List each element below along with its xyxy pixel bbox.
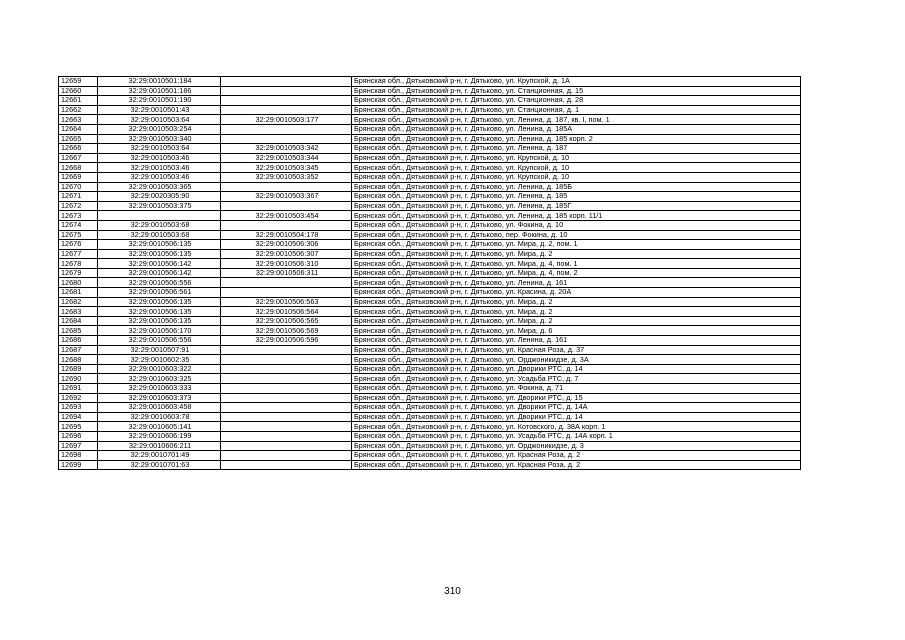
object-cadastral-number-cell: 32:29:0010503:342 — [221, 144, 352, 154]
row-number-cell: 12692 — [59, 393, 98, 403]
cadastral-number-cell: 32:29:0010701:63 — [98, 460, 221, 470]
cadastral-number-cell: 32:29:0010503:375 — [98, 201, 221, 211]
object-cadastral-number-cell — [221, 134, 352, 144]
cadastral-number-cell — [98, 211, 221, 221]
row-number-cell: 12695 — [59, 422, 98, 432]
row-number-cell: 12667 — [59, 153, 98, 163]
address-cell: Брянская обл., Дятьковский р-н, г. Дятьково, ул. Орджоникидзе, д. 3А — [352, 355, 801, 365]
object-cadastral-number-cell: 32:29:0010506:569 — [221, 326, 352, 336]
table-row — [59, 441, 801, 451]
object-cadastral-number-cell — [221, 422, 352, 432]
table-row — [59, 192, 801, 202]
object-cadastral-number-cell — [221, 403, 352, 413]
row-number-cell: 12662 — [59, 105, 98, 115]
address-cell: Брянская обл., Дятьковский р-н, г. Дятьково, ул. Дворики РТС, д. 14 — [352, 412, 801, 422]
address-cell: Брянская обл., Дятьковский р-н, г. Дятьково, ул. Дворики РТС, д. 15 — [352, 393, 801, 403]
cadastral-number-cell: 32:29:0010501:186 — [98, 86, 221, 96]
table-row — [59, 345, 801, 355]
address-cell: Брянская обл., Дятьковский р-н, г. Дятьково, ул. Ленина, д. 187, кв. I, пом. 1 — [352, 115, 801, 125]
address-cell: Брянская обл., Дятьковский р-н, г. Дятьково, ул. Ленина, д. 185Г — [352, 201, 801, 211]
address-cell: Брянская обл., Дятьковский р-н, г. Дятьково, ул. Крупской, д. 10 — [352, 163, 801, 173]
row-number-cell: 12659 — [59, 77, 98, 87]
row-number-cell: 12678 — [59, 259, 98, 269]
cadastral-number-cell: 32:29:0010603:373 — [98, 393, 221, 403]
table-row — [59, 163, 801, 173]
row-number-cell: 12674 — [59, 220, 98, 230]
table-row — [59, 422, 801, 432]
row-number-cell: 12672 — [59, 201, 98, 211]
page-number: 310 — [444, 586, 461, 597]
table-row — [59, 393, 801, 403]
object-cadastral-number-cell — [221, 105, 352, 115]
object-cadastral-number-cell: 32:29:0010506:311 — [221, 268, 352, 278]
address-cell: Брянская обл., Дятьковский р-н, г. Дятьково, ул. Ленина, д. 187 — [352, 144, 801, 154]
address-cell: Брянская обл., Дятьковский р-н, г. Дятьково, ул. Станционная, д. 28 — [352, 96, 801, 106]
row-number-cell: 12691 — [59, 384, 98, 394]
row-number-cell: 12690 — [59, 374, 98, 384]
row-number-cell: 12698 — [59, 451, 98, 461]
cadastral-number-cell: 32:29:0010503:68 — [98, 230, 221, 240]
object-cadastral-number-cell — [221, 393, 352, 403]
address-cell: Брянская обл., Дятьковский р-н, г. Дятьково, ул. Ленина, д. 161 — [352, 278, 801, 288]
cadastral-number-cell: 32:29:0010506:135 — [98, 240, 221, 250]
table-row — [59, 259, 801, 269]
row-number-cell: 12696 — [59, 431, 98, 441]
cadastral-number-cell: 32:29:0010506:142 — [98, 268, 221, 278]
table-row — [59, 307, 801, 317]
cadastral-number-cell: 32:29:0010603:458 — [98, 403, 221, 413]
object-cadastral-number-cell: 32:29:0010503:454 — [221, 211, 352, 221]
row-number-cell: 12676 — [59, 240, 98, 250]
object-cadastral-number-cell — [221, 441, 352, 451]
table-row — [59, 336, 801, 346]
cadastral-number-cell: 32:29:0010503:68 — [98, 220, 221, 230]
row-number-cell: 12694 — [59, 412, 98, 422]
cadastral-number-cell: 32:29:0010503:46 — [98, 172, 221, 182]
address-cell: Брянская обл., Дятьковский р-н, г. Дятьково, ул. Мира, д. 6 — [352, 326, 801, 336]
row-number-cell: 12673 — [59, 211, 98, 221]
table-row — [59, 86, 801, 96]
table-row — [59, 431, 801, 441]
row-number-cell: 12689 — [59, 364, 98, 374]
address-cell: Брянская обл., Дятьковский р-н, г. Дятьково, ул. Мира, д. 4, пом. 2 — [352, 268, 801, 278]
address-cell: Брянская обл., Дятьковский р-н, г. Дятьково, ул. Ленина, д. 185А — [352, 124, 801, 134]
cadastral-number-cell: 32:29:0010602:35 — [98, 355, 221, 365]
address-cell: Брянская обл., Дятьковский р-н, г. Дятьково, ул. Станционная, д. 15 — [352, 86, 801, 96]
address-cell: Брянская обл., Дятьковский р-н, г. Дятьково, ул. Орджоникидзе, д. 3 — [352, 441, 801, 451]
object-cadastral-number-cell: 32:29:0010504:178 — [221, 230, 352, 240]
address-cell: Брянская обл., Дятьковский р-н, г. Дятьково, ул. Крупской, д. 10 — [352, 172, 801, 182]
address-cell: Брянская обл., Дятьковский р-н, г. Дятьково, ул. Красина, д. 20А — [352, 288, 801, 298]
table-row — [59, 211, 801, 221]
cadastral-number-cell: 32:29:0010506:135 — [98, 316, 221, 326]
object-cadastral-number-cell — [221, 374, 352, 384]
cadastral-number-cell: 32:29:0010506:170 — [98, 326, 221, 336]
table-row — [59, 412, 801, 422]
address-cell: Брянская обл., Дятьковский р-н, г. Дятьково, ул. Ленина, д. 185 — [352, 192, 801, 202]
table-row — [59, 77, 801, 87]
row-number-cell: 12670 — [59, 182, 98, 192]
address-cell: Брянская обл., Дятьковский р-н, г. Дятьково, ул. Мира, д. 2 — [352, 316, 801, 326]
object-cadastral-number-cell — [221, 124, 352, 134]
registry-table — [58, 76, 801, 470]
cadastral-number-cell: 32:29:0010503:46 — [98, 153, 221, 163]
object-cadastral-number-cell — [221, 345, 352, 355]
table-row — [59, 115, 801, 125]
row-number-cell: 12664 — [59, 124, 98, 134]
object-cadastral-number-cell: 32:29:0010506:307 — [221, 249, 352, 259]
table-row — [59, 201, 801, 211]
cadastral-number-cell: 32:29:0010603:333 — [98, 384, 221, 394]
row-number-cell: 12683 — [59, 307, 98, 317]
address-cell: Брянская обл., Дятьковский р-н, г. Дятьково, пер. Фокина, д. 10 — [352, 230, 801, 240]
address-cell: Брянская обл., Дятьковский р-н, г. Дятьково, ул. Ленина, д. 185 корп. 11/1 — [352, 211, 801, 221]
object-cadastral-number-cell — [221, 96, 352, 106]
row-number-cell: 12687 — [59, 345, 98, 355]
object-cadastral-number-cell: 32:29:0010506:564 — [221, 307, 352, 317]
address-cell: Брянская обл., Дятьковский р-н, г. Дятьково, ул. Мира, д. 4, пом. 1 — [352, 259, 801, 269]
row-number-cell: 12665 — [59, 134, 98, 144]
table-row — [59, 268, 801, 278]
address-cell: Брянская обл., Дятьковский р-н, г. Дятьково, ул. Крупской, д. 1А — [352, 77, 801, 87]
cadastral-number-cell: 32:29:0010606:199 — [98, 431, 221, 441]
object-cadastral-number-cell: 32:29:0010506:306 — [221, 240, 352, 250]
table-row — [59, 451, 801, 461]
object-cadastral-number-cell — [221, 288, 352, 298]
address-cell: Брянская обл., Дятьковский р-н, г. Дятьково, ул. Станционная, д. 1 — [352, 105, 801, 115]
cadastral-number-cell: 32:29:0010701:49 — [98, 451, 221, 461]
row-number-cell: 12688 — [59, 355, 98, 365]
table-row — [59, 364, 801, 374]
table-row — [59, 172, 801, 182]
table-row — [59, 144, 801, 154]
cadastral-number-cell: 32:29:0010506:135 — [98, 249, 221, 259]
table-row — [59, 297, 801, 307]
address-cell: Брянская обл., Дятьковский р-н, г. Дятьково, ул. Красная Роза, д. 2 — [352, 460, 801, 470]
row-number-cell: 12668 — [59, 163, 98, 173]
row-number-cell: 12660 — [59, 86, 98, 96]
table-row — [59, 134, 801, 144]
row-number-cell: 12669 — [59, 172, 98, 182]
cadastral-number-cell: 32:29:0010503:340 — [98, 134, 221, 144]
cadastral-number-cell: 32:29:0010503:254 — [98, 124, 221, 134]
address-cell: Брянская обл., Дятьковский р-н, г. Дятьково, ул. Фокина, д. 10 — [352, 220, 801, 230]
table-row — [59, 460, 801, 470]
cadastral-number-cell: 32:29:0010606:211 — [98, 441, 221, 451]
address-cell: Брянская обл., Дятьковский р-н, г. Дятьково, ул. Усадьба РТС, д. 7 — [352, 374, 801, 384]
row-number-cell: 12663 — [59, 115, 98, 125]
cadastral-number-cell: 32:29:0010605:141 — [98, 422, 221, 432]
cadastral-number-cell: 32:29:0010506:135 — [98, 297, 221, 307]
address-cell: Брянская обл., Дятьковский р-н, г. Дятьково, ул. Ленина, д. 161 — [352, 336, 801, 346]
object-cadastral-number-cell — [221, 364, 352, 374]
object-cadastral-number-cell — [221, 278, 352, 288]
registry-table-body — [59, 77, 801, 470]
table-row — [59, 278, 801, 288]
address-cell: Брянская обл., Дятьковский р-н, г. Дятьково, ул. Усадьба РТС, д. 14А корп. 1 — [352, 431, 801, 441]
row-number-cell: 12699 — [59, 460, 98, 470]
cadastral-number-cell: 32:29:0010503:64 — [98, 115, 221, 125]
table-row — [59, 124, 801, 134]
object-cadastral-number-cell: 32:29:0010503:344 — [221, 153, 352, 163]
table-row — [59, 326, 801, 336]
object-cadastral-number-cell — [221, 86, 352, 96]
table-row — [59, 249, 801, 259]
address-cell: Брянская обл., Дятьковский р-н, г. Дятьково, ул. Ленина, д. 185Б — [352, 182, 801, 192]
address-cell: Брянская обл., Дятьковский р-н, г. Дятьково, ул. Мира, д. 2 — [352, 297, 801, 307]
address-cell: Брянская обл., Дятьковский р-н, г. Дятьково, ул. Крупской, д. 10 — [352, 153, 801, 163]
table-row — [59, 384, 801, 394]
object-cadastral-number-cell: 32:29:0010506:565 — [221, 316, 352, 326]
row-number-cell: 12671 — [59, 192, 98, 202]
cadastral-number-cell: 32:29:0010506:142 — [98, 259, 221, 269]
table-row — [59, 182, 801, 192]
row-number-cell: 12661 — [59, 96, 98, 106]
table-row — [59, 105, 801, 115]
cadastral-number-cell: 32:29:0010603:322 — [98, 364, 221, 374]
address-cell: Брянская обл., Дятьковский р-н, г. Дятьково, ул. Ленина, д. 185 корп. 2 — [352, 134, 801, 144]
address-cell: Брянская обл., Дятьковский р-н, г. Дятьково, ул. Красная Роза, д. 2 — [352, 451, 801, 461]
row-number-cell: 12693 — [59, 403, 98, 413]
cadastral-number-cell: 32:29:0010503:64 — [98, 144, 221, 154]
cadastral-number-cell: 32:29:0010501:184 — [98, 77, 221, 87]
row-number-cell: 12675 — [59, 230, 98, 240]
cadastral-number-cell: 32:29:0010603:78 — [98, 412, 221, 422]
cadastral-number-cell: 32:29:0010507:91 — [98, 345, 221, 355]
object-cadastral-number-cell — [221, 355, 352, 365]
cadastral-number-cell: 32:29:0010506:556 — [98, 278, 221, 288]
row-number-cell: 12686 — [59, 336, 98, 346]
cadastral-number-cell: 32:29:0010503:365 — [98, 182, 221, 192]
table-row — [59, 240, 801, 250]
table-row — [59, 153, 801, 163]
address-cell: Брянская обл., Дятьковский р-н, г. Дятьково, ул. Мира, д. 2 — [352, 307, 801, 317]
cadastral-number-cell: 32:29:0010503:46 — [98, 163, 221, 173]
cadastral-number-cell: 32:29:0010501:43 — [98, 105, 221, 115]
table-row — [59, 96, 801, 106]
table-row — [59, 288, 801, 298]
cadastral-number-cell: 32:29:0010506:561 — [98, 288, 221, 298]
object-cadastral-number-cell — [221, 412, 352, 422]
object-cadastral-number-cell — [221, 182, 352, 192]
address-cell: Брянская обл., Дятьковский р-н, г. Дятьково, ул. Красная Роза, д. 37 — [352, 345, 801, 355]
row-number-cell: 12697 — [59, 441, 98, 451]
table-row — [59, 230, 801, 240]
object-cadastral-number-cell — [221, 460, 352, 470]
object-cadastral-number-cell — [221, 77, 352, 87]
row-number-cell: 12677 — [59, 249, 98, 259]
object-cadastral-number-cell — [221, 384, 352, 394]
object-cadastral-number-cell: 32:29:0010506:563 — [221, 297, 352, 307]
object-cadastral-number-cell: 32:29:0010506:310 — [221, 259, 352, 269]
object-cadastral-number-cell — [221, 220, 352, 230]
row-number-cell: 12681 — [59, 288, 98, 298]
address-cell: Брянская обл., Дятьковский р-н, г. Дятьково, ул. Дворики РТС, д. 14А — [352, 403, 801, 413]
row-number-cell: 12682 — [59, 297, 98, 307]
cadastral-number-cell: 32:29:0010506:556 — [98, 336, 221, 346]
table-row — [59, 355, 801, 365]
address-cell: Брянская обл., Дятьковский р-н, г. Дятьково, ул. Фокина, д. 71 — [352, 384, 801, 394]
address-cell: Брянская обл., Дятьковский р-н, г. Дятьково, ул. Мира, д. 2 — [352, 249, 801, 259]
address-cell: Брянская обл., Дятьковский р-н, г. Дятьково, ул. Мира, д. 2, пом. 1 — [352, 240, 801, 250]
cadastral-number-cell: 32:29:0010501:190 — [98, 96, 221, 106]
cadastral-number-cell: 32:29:0020305:90 — [98, 192, 221, 202]
object-cadastral-number-cell: 32:29:0010503:367 — [221, 192, 352, 202]
row-number-cell: 12679 — [59, 268, 98, 278]
row-number-cell: 12685 — [59, 326, 98, 336]
cadastral-number-cell: 32:29:0010603:325 — [98, 374, 221, 384]
row-number-cell: 12680 — [59, 278, 98, 288]
object-cadastral-number-cell: 32:29:0010503:345 — [221, 163, 352, 173]
object-cadastral-number-cell: 32:29:0010503:177 — [221, 115, 352, 125]
row-number-cell: 12684 — [59, 316, 98, 326]
object-cadastral-number-cell: 32:29:0010506:596 — [221, 336, 352, 346]
object-cadastral-number-cell — [221, 201, 352, 211]
cadastral-number-cell: 32:29:0010506:135 — [98, 307, 221, 317]
address-cell: Брянская обл., Дятьковский р-н, г. Дятьково, ул. Котовского, д. 38А корп. 1 — [352, 422, 801, 432]
object-cadastral-number-cell — [221, 451, 352, 461]
row-number-cell: 12666 — [59, 144, 98, 154]
table-row — [59, 220, 801, 230]
object-cadastral-number-cell: 32:29:0010503:352 — [221, 172, 352, 182]
table-row — [59, 403, 801, 413]
address-cell: Брянская обл., Дятьковский р-н, г. Дятьково, ул. Дворики РТС, д. 14 — [352, 364, 801, 374]
object-cadastral-number-cell — [221, 431, 352, 441]
table-row — [59, 374, 801, 384]
table-row — [59, 316, 801, 326]
